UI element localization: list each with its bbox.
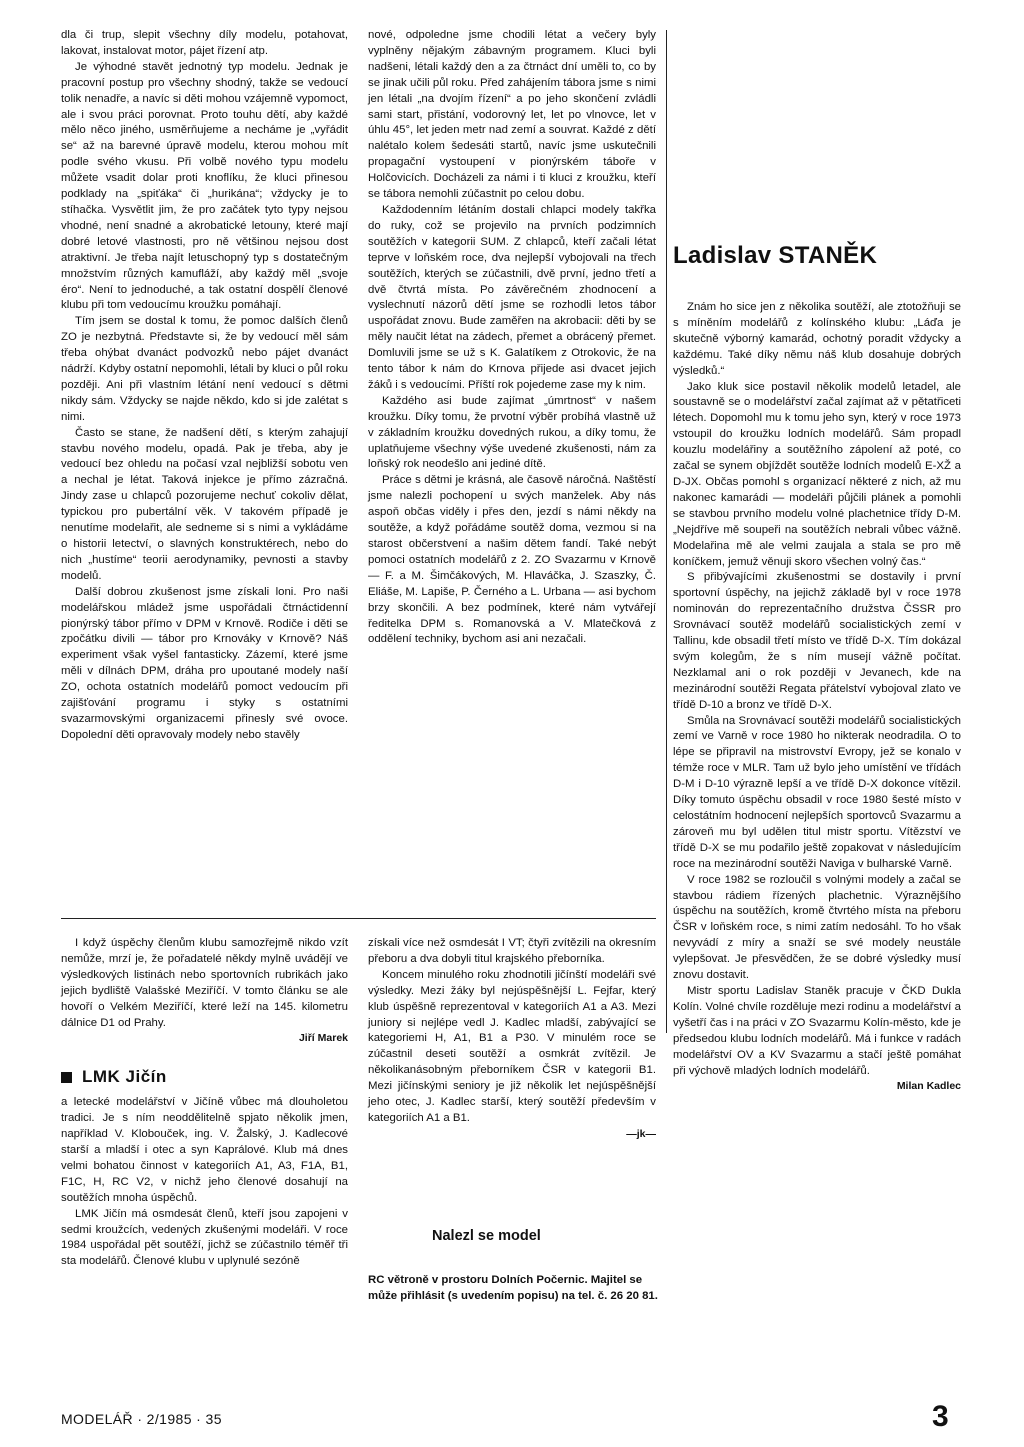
paragraph: I když úspěchy členům klubu samozřejmě nikdo vzít nemůže, mrzí je, že pořadatelé někdy mylně uvádějí ve výsledkových listinách nebo sportovních rubrikách jako jejich bydliště Valašské Meziříčí. V tomto článku se ale hovoří o Velkém Meziříčí, které leží na 145. kilometru dálnice D1 od Prahy. xyxy=(61,937,348,1029)
paragraph: Tím jsem se dostal k tomu, že pomoc dalších členů ZO je nezbytná. Představte si, že by vedoucí měl sám třeba ohýbat dvanáct podvozků nebo pájet dvanáct nádrží. Kdyby ostatní nepomohli, létali by kluci o půl roku později. Ani při vlastním létání není vedoucí s dětmi nikdy sám. Vždycky se najde někdo, kdo si jde zalétat s nimi. xyxy=(61,315,348,423)
bullet-square-icon xyxy=(61,1072,72,1083)
paragraph: LMK Jičín má osmdesát členů, kteří jsou zapojeni v sedmi kroužcích, vedených zkušenými modeláři. V roce 1984 uspořádal pět soutěží, jichž se zúčastnilo téměř tři sta modelářů. Členové klubu v uplynulé sezóně xyxy=(61,1207,348,1268)
lmk-jicin-column-1 xyxy=(61,936,348,1270)
section-divider-horizontal xyxy=(61,918,656,919)
paragraph: získali více než osmdesát I VT; čtyři zvítězili na okresním přeboru a dva dobyli titul krajského přeborníka. xyxy=(368,937,656,965)
paragraph: Často se stane, že nadšení dětí, s kterým zahajují stavbu nového modelu, opadá. Pak je třeba, aby je vedoucí bez ohledu na počasí vzal nejbližší sobotu ven a nechal je létat. Taková injekce je přímo zázračná. Jindy zase u chlapců pozorujeme nechuť cokoliv dělat, typickou pro pubertální věk. V takovém případě je nenutíme modelařit, ale sedneme si s nimi a vykládáme o historii letectví, o slavných konstruktérech, nebo do nich „hustíme“ teorii aerodynamiky, pevnosti a stavby modelů. xyxy=(61,426,348,582)
page-number: 3 xyxy=(932,1400,949,1433)
paragraph: Jako kluk sice postavil několik modelů letadel, ale soustavně se o modelářství začal zajímat až v pětatřiceti létech. Dopomohl mu k tomu jeho syn, který v roce 1973 vstoupil do kroužku lodních modelářů. Sám propadl kouzlu modelářiny a soutěžního zápolení až poté, co začal se synem objíždět soutěže lodních modelů E-XŽ a D-JX. Občas pomohl s organizací některé z nich, až mu nakonec kamarádi — modeláři půjčili plánek a pomohli se stavbou prvního modelu volné plachetnice třídy D-M. „Nejdříve mě soupeři na soutěžích nebrali vůbec vážně. Modelařina mě ale velmi zaujala a stala se pro mě koníčkem, jemuž věnuji skoro všechen volný čas.“ xyxy=(673,380,961,568)
paragraph: S přibývajícími zkušenostmi se dostavily i první sportovní úspěchy, na jejichž základě byl v roce 1978 nominován do reprezentačního družstva ČSSR pro Srovnávací soutěž modelářů socialistických zemí v Tallinu, kde obsadil třetí místo ve třídě D-X. Tím dokázal svým kolegům, že s ním musejí vážně počítat. Nezklamal ani o rok později v Jevanech, kde na mezinárodní soutěži Regata přátelství vybojoval zlato ve třídě D-10 a bronz ve třídě D-X. xyxy=(673,571,961,711)
author-signature: Milan Kadlec xyxy=(896,1080,961,1093)
author-signature: Jiří Marek xyxy=(298,1032,348,1045)
paragraph: a letecké modelářství v Jičíně vůbec má dlouholetou tradici. Je s ním neoddělitelně spjato několik jmen, například V. Klobouček, ing. V. Žalský, J. Kadlecové starší a mladší i otec a syn Kaprálové. Klub má dnes velmi bohatou činnost v kategoriích A1, A3, F1A, B1, F1C, H, RC V2, v nichž jeho členové dosahují na soutěžích mnoha úspěchů. xyxy=(61,1096,348,1204)
paragraph: Každého asi bude zajímat „úmrtnost“ v našem kroužku. Díky tomu, že prvotní výběr probíhá vlastně už v základním kroužku dovedných rukou, a díky tomu, že uplatňujeme všechny výše uvedené zkušenosti, nám za loňský rok neodešlo ani jediné dítě. xyxy=(368,394,656,471)
notice-text: RC větroně v prostoru Dolních Počernic. Majitel se může přihlásit (s uvedením popisu) na tel. č. 26 20 81. xyxy=(368,1274,658,1302)
section-heading xyxy=(61,1069,348,1085)
page-footer: MODELÁŘ · 2/1985 · 35 xyxy=(61,1411,222,1427)
column-divider-vertical xyxy=(666,30,667,1033)
paragraph: Je výhodné stavět jednotný typ modelu. Jednak je pracovní postup pro všechny shodný, takže se vedoucí tolik nenadře, a navíc si děti mohou vzájemně vypomoct, ale i svou práci porovnat. Proto touhu dětí, aby každé mělo něco jiného, usměrňujeme a necháme je „vyřádit se“ až na barevné úpravě modelu, kterou mohou mít podle svého vkusu. Při volbě nového typu modelu můžete vsadit dolar proti knoflíku, že kluci přinesou podklady na „spiťáka“ či „hurikána“; vždycky je to stíhačka. Vysvětlit jim, že pro začátek tyto typy nejsou vhodné, není snadné a akrobatické letouny, které mají dobré letové vlastnosti, pro ně většinou nejsou dost atraktivní. Je třeba najít letuschopný typ s dostatečným množstvím různých kamufláží, aby každý měl „svoje éro“. Není to jednoduché, a tak ostatní dospělí členové klubu při tom vedoucímu kroužku pomáhají. xyxy=(61,60,348,312)
paragraph: Mistr sportu Ladislav Staněk pracuje v ČKD Dukla Kolín. Volné chvíle rozděluje mezi rodinu a modelářství a vyšetří čas i na práci v ZO Svazarmu Kolín-město, kde je předsedou klubu lodních modelářů. Má i funkce v radách modelářství OV a KV Svazarmu a stačí ještě pomáhat při výchově mladých lodních modelářů. xyxy=(673,984,961,1077)
paragraph: Práce s dětmi je krásná, ale časově náročná. Naštěstí jsme nalezli pochopení u svých manželek. Aby nás aspoň občas viděly i přes den, jezdí s námi někdy na soutěže, a když pořádáme soutěž doma, vezmou si na starost občerstvení a našim dětem fandí. Také nebýt pomoci ostatních modelářů z 2. ZO Svazarmu v Krnově — F. a M. Šimčákových, M. Hlaváčka, J. Szaszky, Č. Eliáše, M. Lapiše, P. Černého a L. Urbana — asi bychom brzy skončili. A bez podmínek, které nám vytvářejí ředitelka DPM s. Romanovská a V. Mlatečková z oddělení techniky, bychom asi ani nezačali. xyxy=(368,474,656,646)
section-heading-text: LMK Jičín xyxy=(82,1067,167,1087)
paragraph: Znám ho sice jen z několika soutěží, ale ztotožňuji se s míněním modelářů z kolínského klubu: „Láďa je skutečně výborný kamarád, ochotný poradit vždycky a každému. Také díky němu náš klub dosahuje dobrých výsledků.“ xyxy=(673,301,961,377)
notice-title: Nalezl se model xyxy=(432,1228,541,1244)
author-signature: —jk— xyxy=(626,1127,656,1140)
article-column-2 xyxy=(368,28,656,648)
profile-column xyxy=(673,300,961,1095)
lmk-jicin-column-2 xyxy=(368,936,656,1143)
profile-title: Ladislav STANĚK xyxy=(673,242,878,269)
paragraph: Koncem minulého roku zhodnotili jičínští modeláři své výsledky. Mezi žáky byl nejúspěšnější L. Fejfar, který klub úspěšně reprezentoval v kategoriích A1 a A3. Mezi juniory si nejlépe vedl J. Kadlec mladší, zabývající se kategoriemi H, A1, B1 a P30. V minulém roce se zúčastnil deseti soutěží a osmkrát zvítězil. Je několikanásobným přeborníkem ČSR v kategorii B1. Mezi jičínskými seniory je již několik let nejúspěšnější jeho otec, J. Kadlec starší, který soutěží především v kategoriích A1 a B1. xyxy=(368,968,656,1124)
paragraph: dla či trup, slepit všechny díly modelu, potahovat, lakovat, instalovat motor, pájet řízení atp. xyxy=(61,29,348,57)
paragraph: Smůla na Srovnávací soutěži modelářů socialistických zemí ve Varně v roce 1980 ho nikterak neodradila. O to lépe se připravil na mistrovství Evropy, jež se konalo v témže roce v MLR. Tam už bylo jeho umístění ve třídách D-M i D-10 výrazně lepší a ve třídě D-X dokonce vítězil. Díky tomuto úspěchu obsadil v roce 1980 šesté místo v celostátním hodnocení nejlepších sportovců Svazarmu a zároveň mu byl udělen titul mistr sportu. Vítězství ve třídě D-X se mu podařilo ještě zopakovat v následujícím roce na mezinárodní soutěži Naviga v bulharské Varně. xyxy=(673,714,961,870)
article-column-1 xyxy=(61,28,348,744)
paragraph: V roce 1982 se rozloučil s volnými modely a začal se stavbou rádiem řízených plachetnic. Výraznějšího úspěchu na soutěžích, kromě čtvrtého místa na přeboru ČSR v loňském roce, s nimi zatím nedosáhl. To ho však nevyvádí z míry a snaží se své modely neustále vylepšovat. Je přesvědčen, že se dobré výsledky musí znovu dostavit. xyxy=(673,873,961,982)
paragraph: nové, odpoledne jsme chodili létat a večery byly vyplněny nějakým zábavným programem. Kluci byli nadšeni, létali každý den a za čtrnáct dní uměli to, co by se jinak učili půl roku. Před zahájením tábora jsme s nimi jen létali „na dvojím řízení“ a po jeho skončení zvládli sami start, přistání, vodorovný let, let po vlnovce, let v úhlu 45°, let jeden metr nad zemí a souvrat. Každé z dětí nalétalo kolem šedesáti startů, navíc jsme uskutečnili propagační vystoupení v pionýrském táboře v Holčovicích. Docházeli za námi i ti kluci z kroužku, kteří se tábora nemohli zúčastnit po celou dobu. xyxy=(368,29,656,201)
paragraph: Další dobrou zkušenost jsme získali loni. Pro naši modelářskou mládež jsme uspořádali čtrnáctidenní pionýrský tábor přímo v DPM v Krnově. Rodiče i děti se zpočátku divili — tábor pro Krnováky v Krnově? Náš experiment však vyšel fantasticky. Zázemí, které jsme měli v dílnách DPM, dráha pro upoutané modely naší ZO, ochota ostatních modelářů pomoct vedoucím při zajišťování programu i styky s ostatními svazarmovskými organizacemi přinesly své ovoce. Dopolední děti opravovaly modely nebo stavěly xyxy=(61,585,348,741)
paragraph: Každodenním létáním dostali chlapci modely takřka do ruky, což se projevilo na prvních podzimních soutěžích v kategorii SUM. Z chlapců, kteří začali létat teprve v loňském roce, dva nejlepší vybojovali na třech soutěžích, kterých se zúčastnili, dvě první, jedno třetí a dvě čtvrtá místa. Po závěrečném zhodnocení a vyslechnutí názorů dětí jsme se rozhodli letos tábor uspořádat znovu. Bude zaměřen na akrobacii: děti by se měly naučit létat na zádech, přemet a obrácený přemet. Domluvili jsme se už s K. Galatíkem z Otrokovic, že na tento tábor k nám do Krnova přijede asi dvacet jejich žáků i s vedoucími. Příští rok pojedeme zase my k nim. xyxy=(368,203,656,391)
